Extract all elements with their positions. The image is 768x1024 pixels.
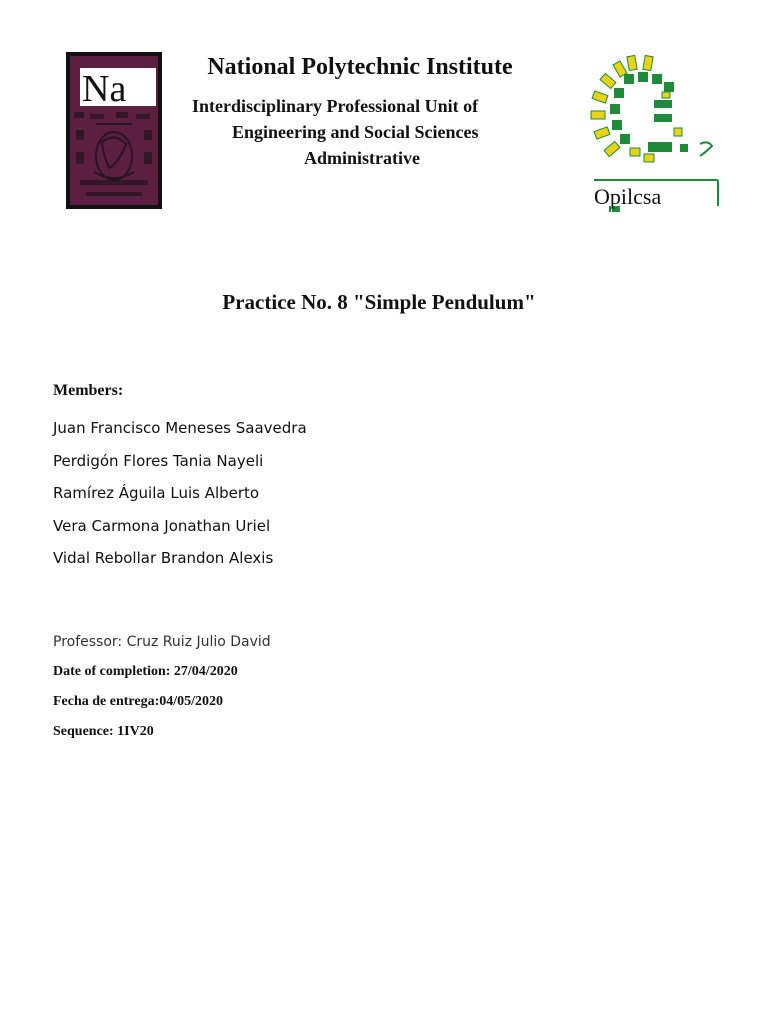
member-name: Vidal Rebollar Brandon Alexis: [53, 549, 274, 567]
professor-line: Professor: Cruz Ruiz Julio David: [53, 634, 271, 650]
delivery-date: Fecha de entrega:04/05/2020: [53, 694, 224, 709]
member-name: Ramírez Águila Luis Alberto: [53, 484, 260, 502]
member-name: Vera Carmona Jonathan Uriel: [53, 516, 271, 535]
left-logo-label: Na: [82, 68, 127, 110]
ipn-logo: [66, 52, 162, 209]
completion-date: Date of completion: 27/04/2020: [53, 664, 238, 679]
member-name: Perdigón Flores Tania Nayeli: [53, 451, 264, 470]
practice-title: Practice No. 8 "Simple Pendulum": [222, 290, 536, 314]
members-label: Members:: [53, 382, 124, 399]
unit-line-2: Engineering and Social Sciences: [232, 122, 479, 142]
unit-line-3: Administrative: [304, 148, 420, 168]
sequence-line: Sequence: 1IV20: [53, 724, 154, 739]
upiicsa-logo: [590, 52, 722, 214]
unit-line-1: Interdisciplinary Professional Unit of: [192, 96, 479, 116]
right-logo-label: Opilcsa: [594, 184, 662, 209]
members-list: [53, 412, 307, 575]
member-name: Juan Francisco Meneses Saavedra: [53, 419, 307, 437]
institution-title: National Polytechnic Institute: [207, 54, 513, 80]
